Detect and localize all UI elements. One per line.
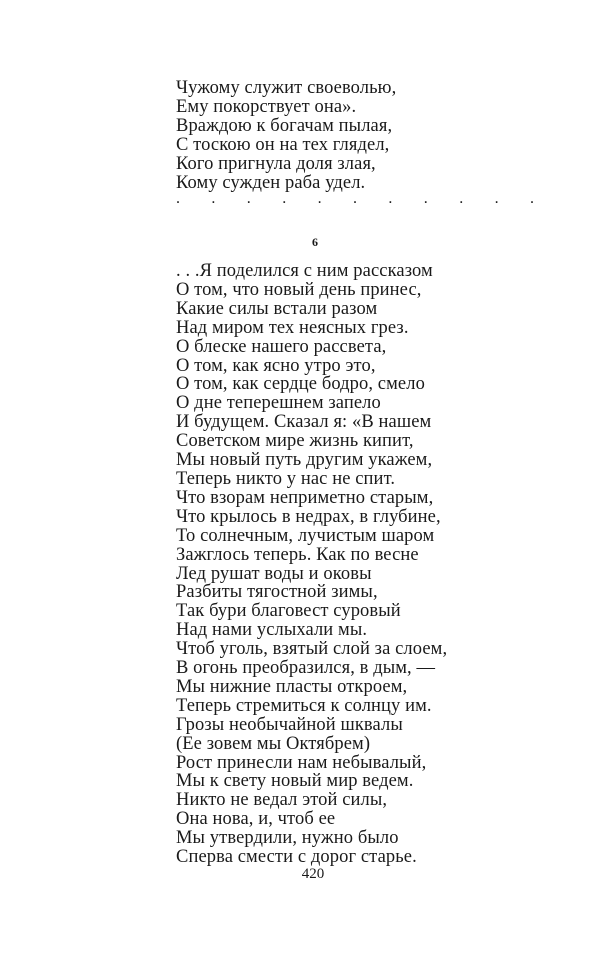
verse-line: Кому сужден раба удел. <box>176 172 366 193</box>
verse-line: Грозы необычайной шквалы <box>176 714 403 735</box>
verse-line: Никто не ведал этой силы, <box>176 790 388 811</box>
verse-line: Мы новый путь другим укажем, <box>176 450 433 471</box>
verse-line: Мы к свету новый мир ведем. <box>176 771 414 792</box>
verse-line: Теперь стремиться к солнцу им. <box>176 695 432 716</box>
verse-line: О том, как сердце бодро, смело <box>176 374 425 395</box>
verse-line: О блеске нашего рассвета, <box>176 336 387 357</box>
verse-line: Враждою к богачам пылая, <box>176 115 393 136</box>
verse-line: Зажглось теперь. Как по весне <box>176 544 419 565</box>
page-number: 420 <box>301 866 325 882</box>
ellipsis-separator: . . . . . . . . . . . <box>176 190 548 207</box>
verse-line: Над нами услыхали мы. <box>176 620 368 641</box>
verse-line: О том, как ясно утро это, <box>176 355 376 376</box>
verse-line: (Ее зовем мы Октябрем) <box>176 733 371 754</box>
verse-line: Рост принесли нам небывалый, <box>176 752 427 773</box>
verse-line: Лед рушат воды и оковы <box>176 563 372 584</box>
verse-line: . . .Я поделился с ним рассказом <box>176 261 433 281</box>
verse-line: Мы нижние пласты откроем, <box>176 676 408 697</box>
stanza-top <box>176 79 476 192</box>
verse-line: Советском мире жизнь кипит, <box>176 431 414 452</box>
verse-line: Сперва смести с дорог старье. <box>176 847 417 868</box>
verse-line: С тоскою он на тех глядел, <box>176 134 390 155</box>
verse-line: Что крылось в недрах, в глубине, <box>176 506 441 527</box>
verse-line: Так бури благовест суровый <box>176 601 401 622</box>
verse-line: Разбиты тягостной зимы, <box>176 582 378 603</box>
verse-line: Чужому служит своеволью, <box>176 78 397 98</box>
verse-line: Какие силы встали разом <box>176 298 378 319</box>
verse-line: То солнечным, лучистым шаром <box>176 525 435 546</box>
verse-line: Мы утвердили, нужно было <box>176 828 399 849</box>
section-number: 6 <box>312 235 318 249</box>
verse-line: Теперь никто у нас не спит. <box>176 468 396 489</box>
verse-line: Над миром тех неясных грез. <box>176 317 409 338</box>
verse-line: Что взорам неприметно старым, <box>176 487 434 508</box>
verse-line: В огонь преобразился, в дым, — <box>176 658 436 679</box>
verse-line: Кого пригнула доля злая, <box>176 153 376 174</box>
verse-line: И будущем. Сказал я: «В нашем <box>176 412 432 433</box>
verse-line: О дне теперешнем запело <box>176 393 381 414</box>
verse-line: Чтоб уголь, взятый слой за слоем, <box>176 639 448 660</box>
verse-line: Она нова, и, чтоб ее <box>176 809 336 830</box>
verse-line: О том, что новый день принес, <box>176 279 422 300</box>
stanza-main <box>176 262 476 867</box>
verse-line: Ему покорствует она». <box>176 96 357 117</box>
